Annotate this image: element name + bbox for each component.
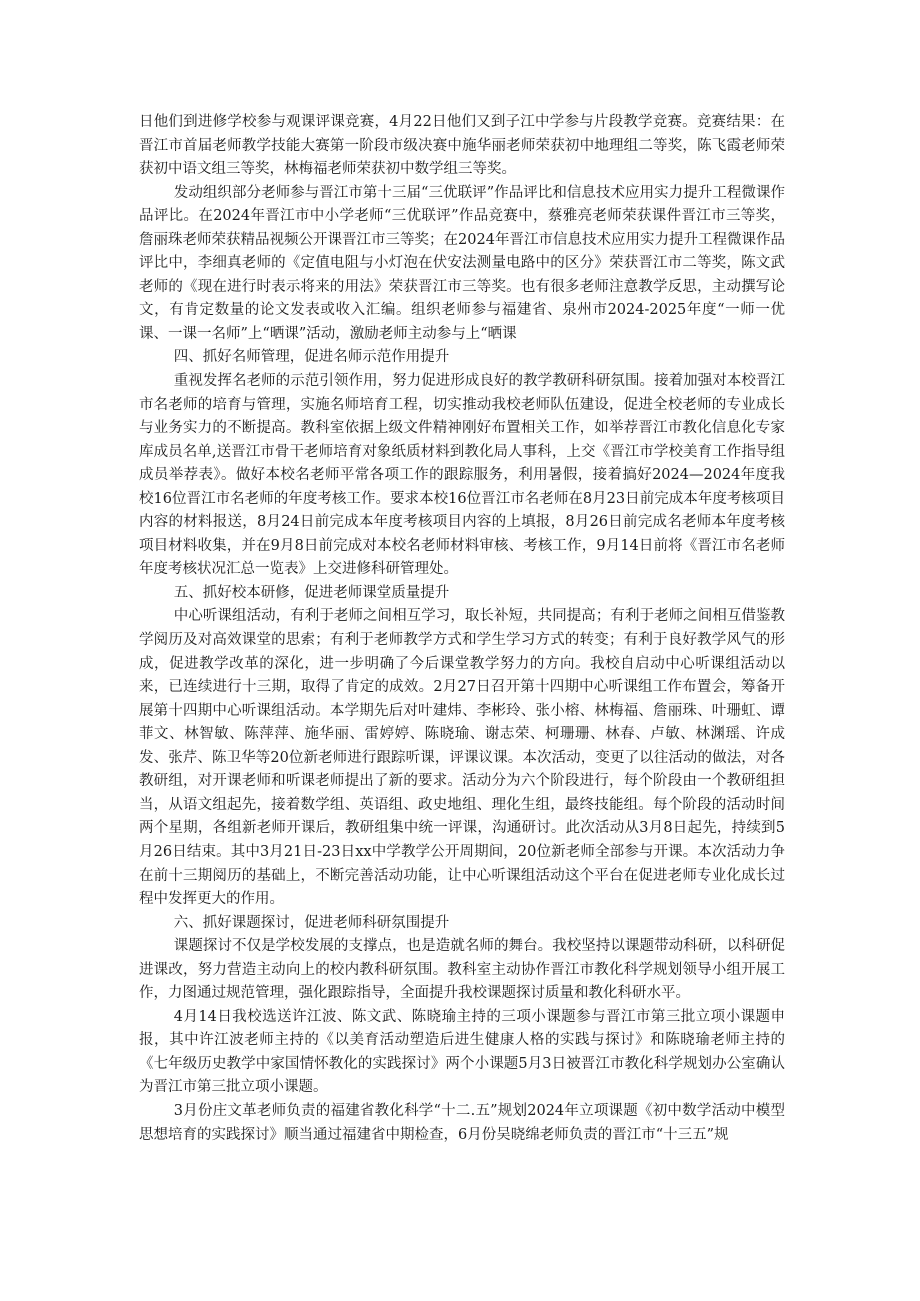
paragraph-evaluation-awards: 发动组织部分老师参与晋江市第十三届“三优联评”作品评比和信息技术应用实力提升工程微课作品评比。在2024年晋江市中小学老师“三优联评”作品竞赛中，蔡雅亮老师荣获课件晋江市三等奖，詹丽珠老师荣获精品视频公开课晋江市三等奖；在2024年晋江市信息技术应用实力提升工程微课作品评比中，李细真老师的《定值电阻与小灯泡在伏安法测量电路中的区分》荣获晋江市二等奖，陈文武老师的《现在进行时表示将来的用法》荣获晋江市三等奖。也有很多老师注意教学反思，主动撰写论文，有肯定数量的论文发表或收入汇编。组织老师参与福建省、泉州市2024-2025年度“一师一优课、一课一名师”上“晒课”活动，激励老师主动参与上“晒课 <box>139 184 785 342</box>
section-heading-school-research: 五、抓好校本研修，促进老师课堂质量提升 <box>173 584 450 601</box>
paragraph-research-atmosphere: 课题探讨不仅是学校发展的支撑点，也是造就名师的舞台。我校坚持以课题带动科研，以科研促进课改，努力营造主动向上的校内教科研氛围。教科室主动协作晋江市教化科学规划领导小组开展工作，力图通过规范管理，强化跟踪指导，全面提升我校课题探讨质量和教化科研水平。 <box>139 938 785 1002</box>
paragraph-lesson-observation: 中心听课组活动，有利于老师之间相互学习，取长补短，共同提高；有利于老师之间相互借鉴教学阅历及对高效课堂的思索；有利于老师教学方式和学生学习方式的转变；有利于良好教学风气的形成，促进教学改革的深化，进一步明确了今后课堂教学努力的方向。我校自启动中心听课组活动以来，已连续进行十三期，取得了肯定的成效。2月27日召开第十四期中心听课组工作布置会，筹备开展第十四期中心听课组活动。本学期先后对叶建炜、李彬玲、张小榕、林梅福、詹丽珠、叶珊虹、谭菲文、林智敏、陈萍萍、施华丽、雷婷婷、陈晓瑜、谢志荣、柯珊珊、林春、卢敏、林渊瑶、许成发、张芹、陈卫华等20位新老师进行跟踪听课，评课议课。本次活动，变更了以往活动的做法，对各教研组，对开课老师和听课老师提出了新的要求。活动分为六个阶段进行，每个阶段由一个教研组担当，从语文组起先，接着数学组、英语组、政史地组、理化生组，最终技能组。每个阶段的活动时间两个星期，各组新老师开课后，教研组集中统一评课，沟通研讨。此次活动从3月8日起先，持续到5月26日结束。其中3月21日-23日xx中学教学公开周期间，20位新老师全部参与开课。本次活动力争在前十三期阅历的基础上，不断完善活动功能，让中心听课组活动这个平台在促进老师专业化成长过程中发挥更大的作用。 <box>139 608 785 908</box>
section-heading-research-topics: 六、抓好课题探讨，促进老师科研氛围提升 <box>173 914 450 931</box>
paragraph-provincial-topics: 3月份庄文革老师负责的福建省教化科学“十二.五”规划2024年立项课题《初中数学活动中模型思想培育的实践探讨》顺当通过福建省中期检查，6月份吴晓绵老师负责的晋江市“十三五”规 <box>139 1102 785 1143</box>
paragraph-famous-teachers: 重视发挥名老师的示范引领作用，努力促进形成良好的教学教研科研氛围。接着加强对本校晋江市名老师的培育与管理，实施名师培育工程，切实推动我校老师队伍建设，促进全校老师的专业成长与业务实力的不断提高。教科室依据上级文件精神刚好布置相关工作，如举荐晋江市教化信息化专家库成员名单,送晋江市骨干老师培育对象纸质材料到教化局人事科，上交《晋江市学校美育工作指导组成员举荐表》。做好本校名老师平常各项工作的跟踪服务，利用暑假，接着搞好2024—2024年度我校16位晋江市名老师的年度考核工作。要求本校16位晋江市名老师在8月23日前完成本年度考核项目内容的材料报送，8月24日前完成本年度考核项目内容的上填报，8月26日前完成名老师本年度考核项目材料收集，并在9月8日前完成对本校名老师材料审核、考核工作，9月14日前将《晋江市名老师年度考核状况汇总一览表》上交进修科研管理处。 <box>139 373 785 578</box>
paragraph-competition-results: 日他们到进修学校参与观课评课竞赛，4月22日他们又到子江中学参与片段教学竞赛。竞赛结果：在晋江市首届老师教学技能大赛第一阶段市级决赛中施华丽老师荣获初中地理组二等奖，陈飞霞老师荣获初中语文组三等奖，林梅福老师荣获初中数学组三等奖。 <box>139 114 785 178</box>
document-body <box>139 111 785 1147</box>
section-heading-famous-teachers: 四、抓好名师管理，促进名师示范作用提升 <box>173 349 450 366</box>
paragraph-small-topics: 4月14日我校选送许江波、陈文武、陈晓瑜主持的三项小课题参与晋江市第三批立项小课题申报，其中许江波老师主持的《以美育活动塑造后进生健康人格的实践与探讨》和陈晓瑜老师主持的《七年级历史教学中家国情怀教化的实践探讨》两个小课题5月3日被晋江市教化科学规划办公室确认为晋江市第三批立项小课题。 <box>139 1008 785 1096</box>
